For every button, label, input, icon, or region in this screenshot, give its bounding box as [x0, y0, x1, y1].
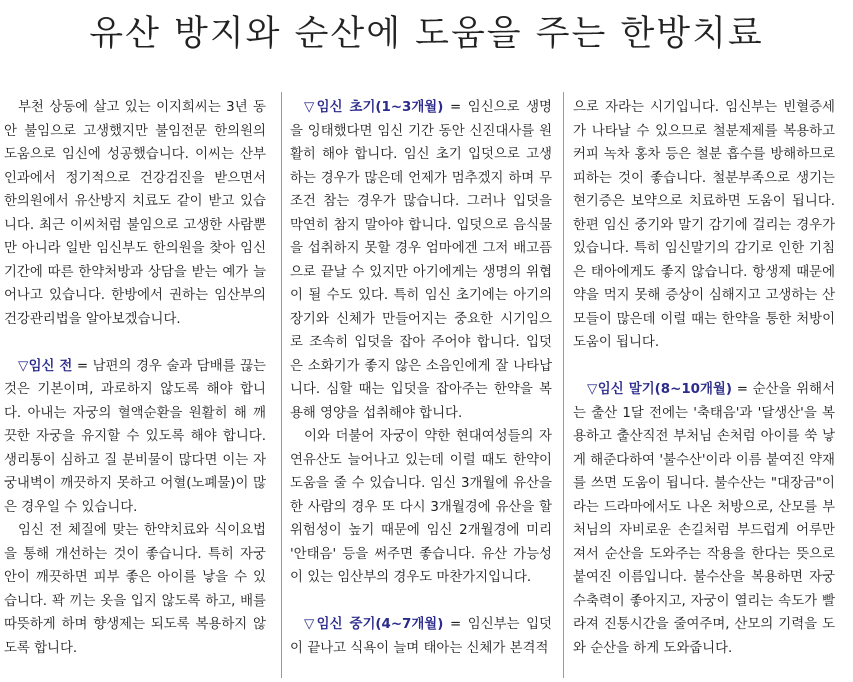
subheading-early-pregnancy: ▽임신 초기(1~3개월)	[304, 100, 444, 115]
paragraph-miscarriage: 이와 더불어 자궁이 약한 현대여성들의 자연유산도 늘어나고 있는데 이럴 때도 한약이 도움을 줄 수 있습니다. 임신 3개월에 유산을 한 사람의 경우 또 다시 3개월경에 유산을 할 위험성이 높기 때문에 임신 2개월경에 미리 '안태음' 등을 써주면 좋습니다. 유산 가능성이 있는 임산부의 경우도 마찬가지입니다.	[290, 429, 552, 585]
paragraph-mid-continued: 으로 자라는 시기입니다. 임신부는 빈혈증세가 나타날 수 있으므로 철분제제를 복용하고 커피 녹차 홍차 등은 철분 흡수를 방해하므로 피하는 것이 좋습니다. 철분부족으로 생기는 현기증은 보약으로 치료하면 도움이 됩니다. 한편 임신 중기와 말기 감기에 걸리는 경우가 있습니다. 특히 임신말기의 감기로 인한 기침은 태아에게도 좋지 않습니다. 항생제 때문에 약을 먹지 못해 증상이 심해지고 고생하는 산모들이 많은데 이럴 때는 한약을 통한 처방이 도움이 됩니다.	[573, 100, 835, 350]
paragraph-early-pregnancy	[290, 96, 552, 425]
paragraph-before-pregnancy	[4, 355, 266, 520]
paragraph-late-pregnancy	[573, 378, 835, 660]
column-divider	[563, 92, 564, 678]
paragraph-constitution: 임신 전 체질에 맞는 한약치료와 식이요법을 통해 개선하는 것이 좋습니다. 특히 자궁 안이 깨끗하면 피부 좋은 아이를 낳을 수 있습니다. 꽉 끼는 옷을 입지 않도록 하고, 배를 따뜻하게 하며 향생제는 되도록 복용하지 않도록 합니다.	[4, 523, 266, 656]
article-headline: 유산 방지와 순산에 도움을 주는 한방치료	[89, 14, 764, 54]
column-divider	[281, 92, 282, 678]
paragraph-mid-pregnancy	[290, 613, 552, 660]
paragraph-text: = 임신으로 생명을 잉태했다면 임신 기간 동안 신진대사를 원활히 해야 합니다. 임신 초기 입덧으로 고생하는 경우가 많은데 언제가 멈추겠지 하며 무조건 참는 경우가 많습니다. 그러나 입덧을 막연히 참지 말아야 합니다. 입덧으로 음식물을 섭취하지 못할 경우 엄마에겐 그저 배고픔으로 끝날 수 있지만 아기에게는 생명의 위협이 될 수도 있다. 특히 임신 초기에는 아기의 장기와 신체가 만들어지는 중요한 시기임으로 조속히 입덧을 잡아 주어야 합니다. 입덧은 소화기가 좋지 않은 소음인에게 잘 나타납니다. 심할 때는 입덧을 잡아주는 한약을 복용해 영양을 섭취해야 합니다.	[290, 100, 552, 421]
paragraph-text: = 남편의 경우 술과 담배를 끊는 것은 기본이며, 과로하지 않도록 해야 합니다. 아내는 자궁의 혈액순환을 원활히 해 깨끗한 자궁을 유지할 수 있도록 해야 합니다. 생리통이 심하고 질 분비물이 많다면 이는 자궁내벽이 깨끗하지 못하고 어혈(노폐물)이 많은 경우일 수 있습니다.	[4, 358, 266, 515]
article-column-1	[4, 96, 266, 660]
paragraph-text: = 임신부는 입덧이 끝나고 식욕이 늘며 태아는 신체가 본격적	[290, 617, 552, 656]
paragraph-intro: 부천 상동에 살고 있는 이지희씨는 3년 동안 불임으로 고생했지만 불임전문 한의원의 도움으로 임신에 성공했습니다. 이씨는 산부인과에서 정기적으로 건강검진을 받으면서 한의원에서 유산방지 치료도 같이 받고 있습니다. 최근 이씨처럼 불임으로 고생한 사람뿐만 아니라 일반 임신부도 한의원을 찾아 임신기간에 따른 한약처방과 상담을 받는 예가 늘어나고 있습니다. 한방에서 권하는 임산부의 건강관리법을 알아보겠습니다.	[4, 100, 266, 327]
subheading-late-pregnancy: ▽임신 말기(8~10개월)	[587, 382, 732, 397]
subheading-mid-pregnancy: ▽임신 중기(4~7개월)	[304, 617, 444, 632]
article-column-2	[290, 96, 552, 660]
subheading-before-pregnancy: ▽임신 전	[18, 358, 73, 374]
article-column-3	[573, 96, 835, 660]
paragraph-text: = 순산을 위해서는 출산 1달 전에는 '축태음'과 '달생산'을 복용하고 출산직전 부처님 손처럼 아이를 쑥 낳게 해준다하여 '불수산'이라 이름 붙여진 약재를 쓰면 도움이 됩니다. 불수산는 "대장금"이라는 드라마에서도 나온 처방으로, 산모를 부처님의 자비로운 손길처럼 부드럽게 어루만져서 순산을 도와주는 작용을 한다는 뜻으로 붙여진 이름입니다. 불수산을 복용하면 자궁수축력이 좋아지고, 자궁이 열리는 속도가 빨라져 진통시간을 줄여주며, 산모의 기력을 도와 순산을 하게 도와줍니다.	[573, 382, 835, 656]
